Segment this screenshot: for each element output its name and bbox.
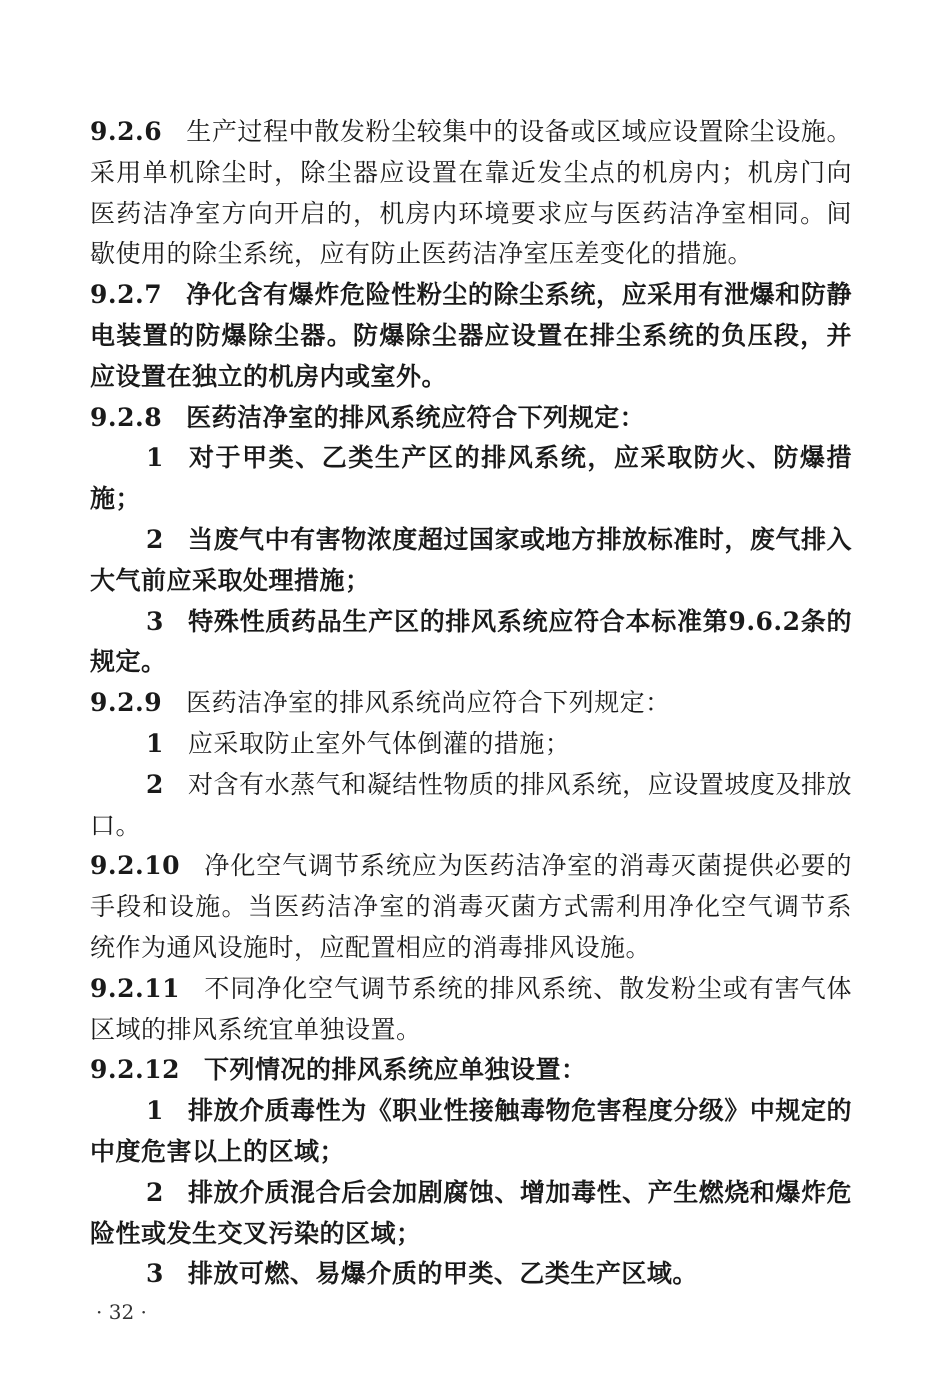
clause-item bbox=[90, 1254, 852, 1295]
clause-number: 9.2.11 bbox=[90, 973, 180, 1003]
clause-text: 净化空气调节系统应为医药洁净室的消毒灭菌提供必要的手段和设施。当医药洁净室的消毒灭菌方式需利用净化空气调节系统作为通风设施时，应配置相应的消毒排风设施。 bbox=[90, 851, 852, 962]
item-text: 特殊性质药品生产区的排风系统应符合本标准第9.6.2条的规定。 bbox=[90, 606, 852, 677]
clause-9-2-7 bbox=[90, 275, 852, 397]
item-text: 应采取防止室外气体倒灌的措施； bbox=[187, 728, 571, 758]
item-number: 3 bbox=[146, 606, 164, 636]
item-text: 排放介质毒性为《职业性接触毒物危害程度分级》中规定的中度危害以上的区域； bbox=[90, 1096, 852, 1166]
clause-number: 9.2.9 bbox=[90, 688, 163, 718]
clause-text: 生产过程中散发粉尘较集中的设备或区域应设置除尘设施。采用单机除尘时，除尘器应设置在靠近发尘点的机房内；机房门向医药洁净室方向开启的，机房内环境要求应与医药洁净室相同。间歇使用的除尘系统，应有防止医药洁净室压差变化的措施。 bbox=[90, 117, 852, 269]
clause-9-2-11 bbox=[90, 969, 852, 1051]
clause-9-2-10 bbox=[90, 846, 852, 968]
clause-text: 医药洁净室的排风系统尚应符合下列规定： bbox=[186, 688, 671, 718]
clause-item bbox=[90, 1173, 852, 1255]
clause-9-2-12 bbox=[90, 1050, 852, 1091]
clause-9-2-6 bbox=[90, 112, 852, 275]
clause-item bbox=[90, 724, 852, 765]
clause-text: 净化含有爆炸危险性粉尘的除尘系统，应采用有泄爆和防静电装置的防爆除尘器。防爆除尘器应设置在排尘系统的负压段，并应设置在独立的机房内或室外。 bbox=[90, 280, 852, 391]
item-number: 3 bbox=[146, 1259, 164, 1289]
clause-item bbox=[90, 602, 852, 684]
item-number: 1 bbox=[146, 443, 164, 473]
clause-9-2-8 bbox=[90, 398, 852, 439]
page-body bbox=[90, 112, 852, 1295]
item-number: 1 bbox=[146, 1096, 164, 1126]
clause-number: 9.2.12 bbox=[90, 1055, 180, 1085]
clause-number: 9.2.6 bbox=[90, 117, 163, 146]
item-text: 当废气中有害物浓度超过国家或地方排放标准时，废气排入大气前应采取处理措施； bbox=[90, 524, 852, 595]
item-text: 排放介质混合后会加剧腐蚀、增加毒性、产生燃烧和爆炸危险性或发生交叉污染的区域； bbox=[90, 1177, 852, 1248]
clause-text: 下列情况的排风系统应单独设置： bbox=[204, 1055, 587, 1085]
clause-text: 医药洁净室的排风系统应符合下列规定： bbox=[186, 402, 646, 432]
item-number: 2 bbox=[146, 1177, 164, 1207]
clause-item bbox=[90, 1091, 852, 1173]
clause-number: 9.2.7 bbox=[90, 280, 163, 310]
item-number: 2 bbox=[146, 769, 164, 799]
clause-item bbox=[90, 520, 852, 602]
clause-text: 不同净化空气调节系统的排风系统、散发粉尘或有害气体区域的排风系统宜单独设置。 bbox=[90, 973, 852, 1044]
clause-9-2-9 bbox=[90, 683, 852, 724]
item-text: 对于甲类、乙类生产区的排风系统，应采取防火、防爆措施； bbox=[90, 443, 852, 514]
clause-number: 9.2.10 bbox=[90, 851, 180, 881]
item-number: 2 bbox=[146, 524, 164, 554]
page-number: · 32 · bbox=[96, 1300, 147, 1324]
item-number: 1 bbox=[146, 728, 164, 758]
clause-number: 9.2.8 bbox=[90, 402, 163, 432]
item-text: 排放可燃、易爆介质的甲类、乙类生产区域。 bbox=[187, 1259, 698, 1289]
item-text: 对含有水蒸气和凝结性物质的排风系统，应设置坡度及排放口。 bbox=[90, 769, 852, 840]
clause-item bbox=[90, 438, 852, 520]
clause-item bbox=[90, 765, 852, 847]
